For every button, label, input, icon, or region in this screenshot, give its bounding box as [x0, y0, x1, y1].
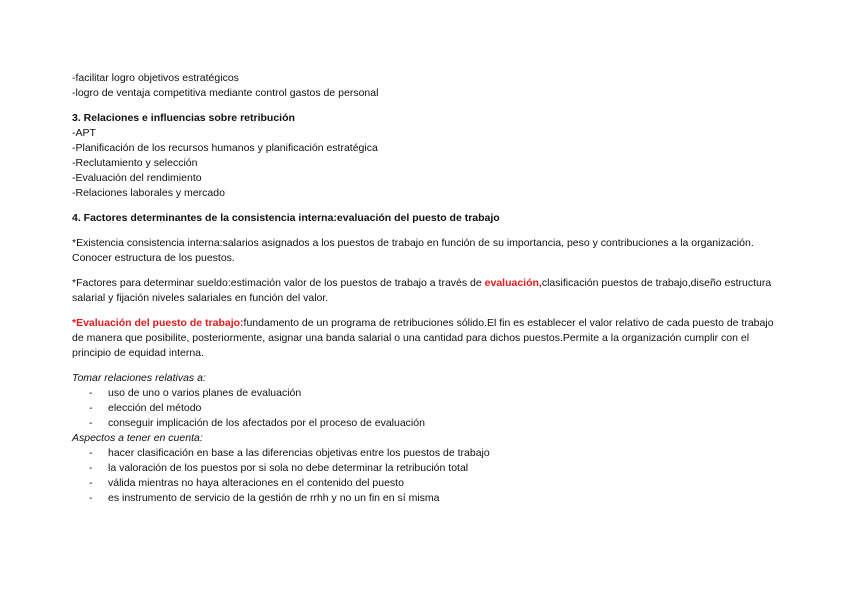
bullet-dash: -: [89, 387, 93, 399]
list-item-text: conseguir implicación de los afectados por el proceso de evaluación: [108, 417, 425, 429]
list-item: [72, 446, 782, 461]
bullet-dash: -: [89, 447, 93, 459]
bullet-dash: -: [89, 477, 93, 489]
list-item-text: es instrumento de servicio de la gestión de rrhh y no un fin en sí misma: [108, 492, 440, 504]
section-3-item: -Relaciones laborales y mercado: [72, 187, 225, 199]
paragraph-factores-sueldo: [72, 276, 782, 306]
list-item-text: elección del método: [108, 402, 202, 414]
list-item: [72, 476, 782, 491]
list-item: [72, 416, 782, 431]
aspectos-list: [72, 446, 782, 506]
list-item-text: uso de uno o varios planes de evaluación: [108, 387, 302, 399]
document-page: [72, 71, 782, 506]
list-item-text: la valoración de los puestos por si sola no debe determinar la retribución total: [108, 462, 469, 474]
list-item: [72, 401, 782, 416]
list-item: [72, 461, 782, 476]
highlight-evaluacion: evaluación,: [484, 277, 542, 289]
bullet-dash: -: [89, 492, 93, 504]
section-3-heading: 3. Relaciones e influencias sobre retribución: [72, 112, 295, 124]
section-3-item: -Reclutamiento y selección: [72, 157, 198, 169]
para2-text-before: *Factores para determinar sueldo:estimación valor de los puestos de trabajo a través de: [72, 277, 485, 289]
section-3-item: -Evaluación del rendimiento: [72, 172, 202, 184]
list-item-text: hacer clasificación en base a las diferencias objetivas entre los puestos de trabajo: [108, 447, 490, 459]
para3-text-after: fundamento de un programa de retribuciones sólido.El fin es establecer el valor relativo de cada puesto de trabajo de manera que posibilite, posteriormente, asignar una banda salarial o una cantidad para dichos puestos.Permite a la organización cumplir con el principio de equidad interna.: [72, 317, 774, 359]
list-item-text: válida mientras no haya alteraciones en el contenido del puesto: [108, 477, 404, 489]
intro-line: -logro de ventaja competitiva mediante control gastos de personal: [72, 87, 379, 99]
intro-line: -facilitar logro objetivos estratégicos: [72, 72, 239, 84]
tomar-relaciones-list: [72, 386, 782, 431]
bullet-dash: -: [89, 417, 93, 429]
para2-text-after: clasificación puestos de trabajo,diseño estructura salarial y fijación niveles salariales en función del valor.: [72, 277, 772, 304]
tomar-relaciones-title: Tomar relaciones relativas a:: [72, 372, 206, 384]
bullet-dash: -: [89, 402, 93, 414]
highlight-evaluacion-puesto: *Evaluación del puesto de trabajo:: [72, 317, 244, 329]
list-item: [72, 491, 782, 506]
paragraph-consistencia-interna: *Existencia consistencia interna:salarios asignados a los puestos de trabajo en función de su importancia, peso y contribuciones a la organización. Conocer estructura de los puestos.: [72, 237, 754, 264]
bullet-dash: -: [89, 462, 93, 474]
section-4-heading: 4. Factores determinantes de la consistencia interna:evaluación del puesto de trabajo: [72, 212, 500, 224]
section-3-item: -Planificación de los recursos humanos y planificación estratégica: [72, 142, 378, 154]
section-3-item: -APT: [72, 127, 96, 139]
paragraph-evaluacion-puesto: [72, 316, 782, 361]
aspectos-title: Aspectos a tener en cuenta:: [72, 432, 203, 444]
list-item: [72, 386, 782, 401]
